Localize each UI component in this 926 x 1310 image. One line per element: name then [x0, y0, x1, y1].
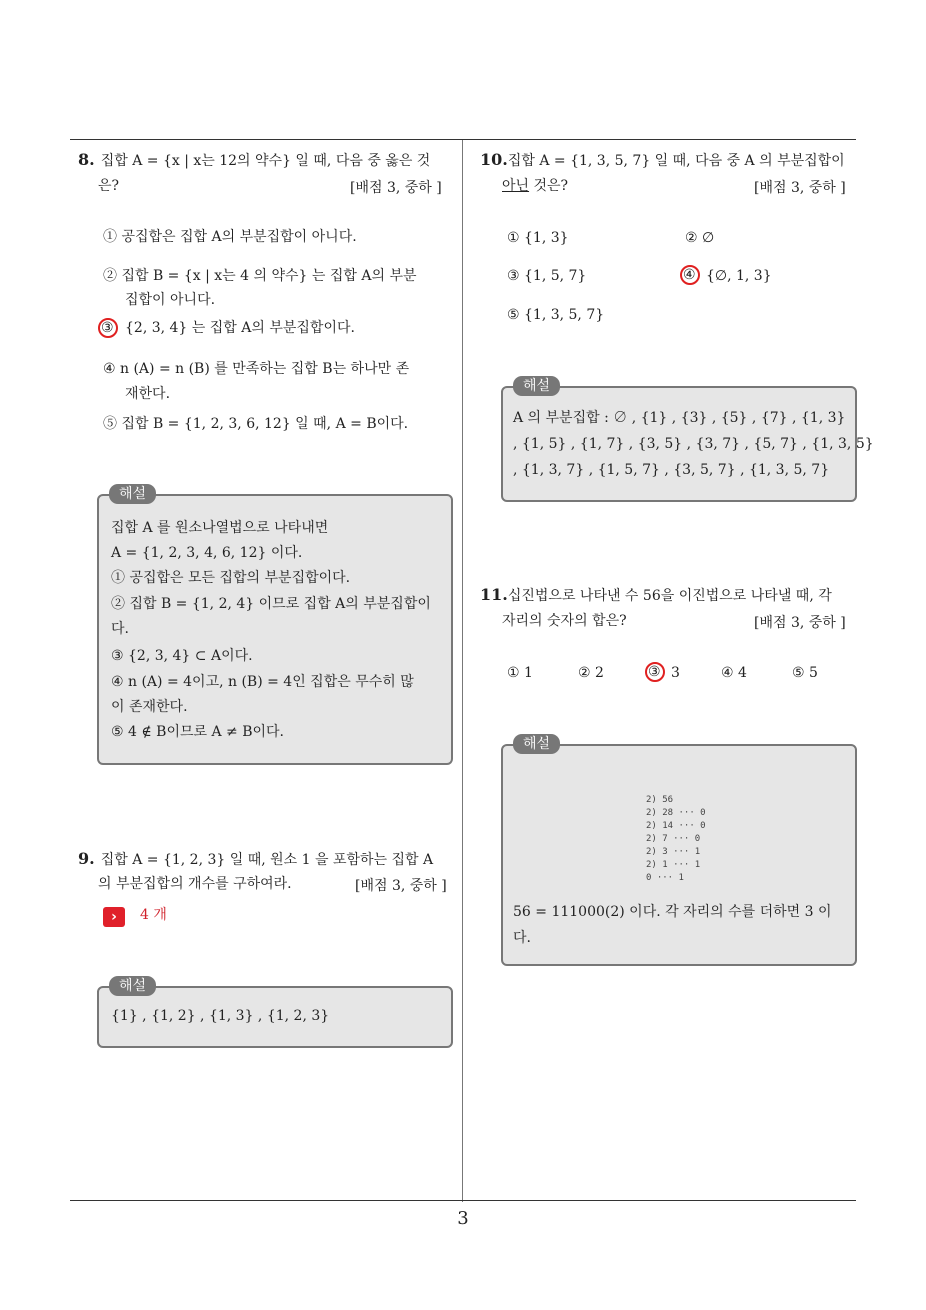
q8-explain-0: 집합 A 를 원소나열법으로 나타내면 [111, 520, 329, 536]
q10-line1 [480, 150, 845, 171]
q10-choice-4[interactable]: {∅, 1, 3} [706, 268, 772, 284]
q10-choice-3[interactable]: ③ {1, 5, 7} [507, 268, 587, 284]
q10-explain-label: 해설 [513, 376, 560, 396]
q8-explain-3: ② 집합 B = {1, 2, 4} 이므로 집합 A의 부분집합이 [111, 596, 431, 612]
top-rule [70, 139, 856, 140]
q9-text1: 집합 A = {1, 2, 3} 일 때, 원소 1 을 포함하는 집합 A [100, 852, 434, 868]
q11-explain-label: 해설 [513, 734, 560, 754]
q8-choice-3[interactable]: {2, 3, 4} 는 집합 A의 부분집합이다. [125, 320, 355, 336]
q8-choice-4-cont: 재한다. [125, 386, 171, 402]
q10-explain-1: , {1, 5} , {1, 7} , {3, 5} , {3, 7} , {5, 7} , {1, 3, 5} [513, 436, 874, 452]
q10-choice-5[interactable]: ⑤ {1, 3, 5, 7} [507, 307, 605, 323]
q11-choice-3-mark[interactable]: ③ [648, 664, 661, 680]
q9-explain-label: 해설 [109, 976, 156, 996]
q8-explain-2: ① 공집합은 모든 집합의 부분집합이다. [111, 570, 351, 586]
q8-explain-6: ④ n (A) = 4이고, n (B) = 4인 집합은 무수히 많 [111, 674, 414, 690]
q9-points: [배점 3, 중하 ] [355, 878, 447, 894]
q10-explain-2: , {1, 3, 7} , {1, 5, 7} , {3, 5, 7} , {1, 3, 5, 7} [513, 462, 830, 478]
q10-choice-1[interactable]: ① {1, 3} [507, 230, 569, 246]
q11-division-1: 2) 28 ··· 0 [646, 808, 706, 818]
column-divider [462, 140, 463, 1202]
q10-line2 [502, 176, 568, 196]
q11-division-5: 2) 1 ··· 1 [646, 860, 701, 870]
q10-underlined-word: 아닌 [502, 178, 530, 194]
q11-line1 [480, 585, 832, 606]
q11-division-3: 2) 7 ··· 0 [646, 834, 701, 844]
q10-points: [배점 3, 중하 ] [754, 180, 846, 196]
bottom-rule [70, 1200, 856, 1201]
q8-choice-2[interactable]: ② 집합 B = {x | x는 4 의 약수} 는 집합 A의 부분 [103, 268, 417, 284]
q9-number: 9. [78, 849, 95, 868]
q10-text2: 것은? [529, 178, 569, 194]
q8-choice-5[interactable]: ⑤ 집합 B = {1, 2, 3, 6, 12} 일 때, A = B이다. [103, 416, 409, 432]
q10-explain-0: A 의 부분집합 : ∅ , {1} , {3} , {5} , {7} , {1, 3} [513, 410, 846, 426]
q10-choice-4-mark[interactable]: ④ [683, 267, 696, 283]
q8-line2: 은? [98, 178, 120, 194]
q11-division-6: 0 ··· 1 [646, 873, 684, 883]
q10-text1: 집합 A = {1, 3, 5, 7} 일 때, 다음 중 A 의 부분집합이 [507, 153, 845, 169]
q8-choice-1[interactable]: ① 공집합은 집합 A의 부분집합이 아니다. [103, 229, 357, 245]
q8-number: 8. [78, 150, 95, 169]
q11-explain-1: 다. [513, 930, 531, 946]
q9-line2: 의 부분집합의 개수를 구하여라. [98, 876, 292, 892]
q11-choice-5[interactable]: ⑤ 5 [792, 665, 818, 681]
q11-choice-2[interactable]: ② 2 [578, 665, 604, 681]
q8-explain-8: ⑤ 4 ∉ B이므로 A ≠ B이다. [111, 724, 285, 740]
q8-explain-4: 다. [111, 621, 129, 637]
q8-line1 [78, 150, 430, 171]
q8-points: [배점 3, 중하 ] [350, 180, 442, 196]
q8-text1: 집합 A = {x | x는 12의 약수} 일 때, 다음 중 옳은 것 [100, 153, 431, 169]
q11-division-0: 2) 56 [646, 795, 674, 805]
q9-answer: 4 개 [140, 907, 167, 923]
q11-choice-1[interactable]: ① 1 [507, 665, 533, 681]
q11-line2: 자리의 숫자의 합은? [502, 613, 627, 629]
q11-number: 11. [480, 585, 508, 604]
answer-arrow-icon: › [103, 907, 125, 927]
q8-explain-7: 이 존재한다. [111, 699, 188, 715]
q11-text1: 십진법으로 나타낸 수 56을 이진법으로 나타낼 때, 각 [507, 588, 832, 604]
q10-choice-2[interactable]: ② ∅ [685, 230, 715, 246]
q9-line1 [78, 849, 433, 870]
q10-number: 10. [480, 150, 508, 169]
q11-division-2: 2) 14 ··· 0 [646, 821, 706, 831]
page-number: 3 [457, 1208, 469, 1229]
q8-choice-4[interactable]: ④ n (A) = n (B) 를 만족하는 집합 B는 하나만 존 [103, 361, 410, 377]
q11-choice-4[interactable]: ④ 4 [721, 665, 747, 681]
q8-explain-label: 해설 [109, 484, 156, 504]
q11-points: [배점 3, 중하 ] [754, 615, 846, 631]
q8-choice-3-mark[interactable]: ③ [101, 320, 114, 336]
q11-division-4: 2) 3 ··· 1 [646, 847, 701, 857]
q11-explain-0: 56 = 111000(2) 이다. 각 자리의 수를 더하면 3 이 [513, 904, 832, 920]
q11-choice-3[interactable]: 3 [671, 665, 680, 681]
q8-explain-5: ③ {2, 3, 4} ⊂ A이다. [111, 648, 253, 664]
q8-choice-2-cont: 집합이 아니다. [125, 292, 216, 308]
q9-explain: {1} , {1, 2} , {1, 3} , {1, 2, 3} [111, 1008, 330, 1024]
q8-explain-1: A = {1, 2, 3, 4, 6, 12} 이다. [111, 545, 303, 561]
